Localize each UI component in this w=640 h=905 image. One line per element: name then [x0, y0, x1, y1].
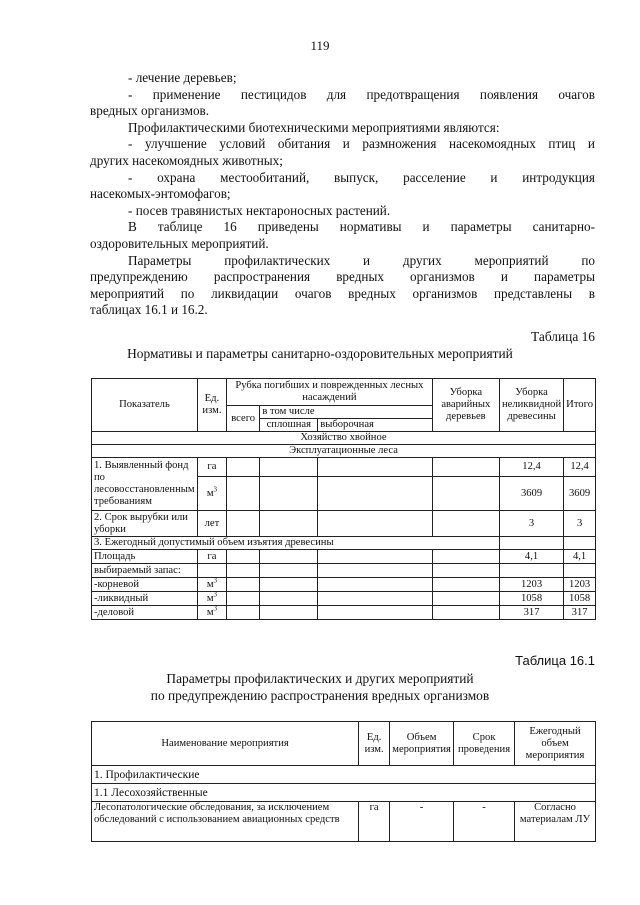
header-clear: сплошная [260, 419, 318, 432]
text-line: - посев травянистых нектароносных растений. [128, 202, 391, 218]
cell-unit: га [197, 550, 226, 564]
table161-label: Таблица 16.1 [515, 653, 595, 668]
section-row: Эксплуатационные леса [92, 445, 596, 458]
table-row [92, 511, 596, 537]
header-sum: Итого [564, 379, 596, 432]
cell-annual: Согласно материалам ЛУ [515, 802, 596, 842]
text-line: мероприятий по ликвидации очагов вредных организмов представлены в [90, 285, 595, 301]
header-unit: Ед. изм. [197, 379, 226, 432]
row-label: Площадь [92, 550, 198, 564]
text-line: - улучшение условий обитания и размножения насекомоядных птиц и [128, 136, 595, 152]
row-label: -деловой [92, 606, 198, 620]
cell-value: 3609 [499, 477, 563, 511]
cell-total: 317 [564, 606, 596, 620]
text-line: - охрана местообитаний, выпуск, расселение и интродукция [128, 169, 595, 185]
header-unmerchantable: Уборка неликвидной древесины [499, 379, 563, 432]
cell-total: 3 [564, 511, 596, 537]
text-line: оздоровительных мероприятий. [90, 235, 269, 251]
table16-label: Таблица 16 [531, 329, 595, 344]
row-label: выбираемый запас: [92, 564, 198, 578]
cell-volume: - [390, 802, 454, 842]
header-selective: выборочная [318, 419, 433, 432]
cell-unit: $м^3$ [197, 477, 226, 511]
row-label: 1. Выявленный фонд по лесовосстановленным требованиям [92, 458, 198, 511]
header-unit: Ед. изм. [359, 722, 390, 766]
body-text [90, 70, 595, 319]
header-term: Срок проведения [454, 722, 515, 766]
page-number: 119 [310, 38, 330, 53]
text-line: таблицах 16.1 и 16.2. [90, 302, 208, 318]
text-line: В таблице 16 приведены нормативы и параметры санитарно- [128, 219, 595, 235]
text-line: насекомых-энтомофагов; [90, 186, 231, 202]
table161-title-line2: по предупреждению распространения вредных организмов [150, 688, 490, 703]
header-total: всего [227, 406, 260, 432]
cell-total: 1203 [564, 578, 596, 592]
section-row: Хозяйство хвойное [92, 432, 596, 445]
cell-total: 12,4 [564, 458, 596, 477]
text-line: предупреждению распространения вредных организмов и параметры [90, 269, 595, 285]
header-name: Наименование мероприятия [92, 722, 359, 766]
table-row [92, 606, 596, 620]
row-label: 3. Ежегодный допустимый объем изъятия древесины [92, 537, 500, 550]
table161-title-line1: Параметры профилактических и других мероприятий [166, 671, 474, 686]
text-line: Профилактическими биотехническими мероприятиями являются: [128, 119, 500, 135]
text-line: - лечение деревьев; [128, 70, 237, 85]
cell-total: 4,1 [564, 550, 596, 564]
table-row [92, 578, 596, 592]
cell-unit: га [197, 458, 226, 477]
cell-value: 4,1 [499, 550, 563, 564]
cell-value: 1058 [499, 592, 563, 606]
section-row: 1. Профилактические [92, 766, 596, 784]
cell-unit: $м^3$ [197, 578, 226, 592]
cell-value: 317 [499, 606, 563, 620]
cell-unit: $м^3$ [197, 606, 226, 620]
table-row [92, 550, 596, 564]
cell-total: 1058 [564, 592, 596, 606]
text-line: других насекомоядных животных; [90, 152, 283, 168]
table-row [92, 592, 596, 606]
table16 [91, 378, 596, 620]
table-row [92, 802, 596, 842]
header-emergency: Уборка аварийных деревьев [432, 379, 499, 432]
text-line: Параметры профилактических и других мероприятий по [128, 252, 595, 268]
text-line: вредных организмов. [90, 103, 210, 119]
header-annual: Ежегодный объем мероприятия [515, 722, 596, 766]
cell-unit: $м^3$ [197, 592, 226, 606]
table16-title: Нормативы и параметры санитарно-оздоровительных мероприятий [127, 346, 513, 361]
row-label: -корневой [92, 578, 198, 592]
section-row: 1.1 Лесохозяйственные [92, 784, 596, 802]
table-row [92, 458, 596, 477]
cell-value: 12,4 [499, 458, 563, 477]
table161 [91, 721, 596, 842]
row-label: 2. Срок вырубки или уборки [92, 511, 198, 537]
cell-value: 1203 [499, 578, 563, 592]
row-label: -ликвидный [92, 592, 198, 606]
cell-value: 3 [499, 511, 563, 537]
cell-unit: га [359, 802, 390, 842]
header-including: в том числе [260, 406, 432, 419]
cell-name: Лесопатологические обследования, за исключением обследований с использованием авиационных средств [92, 802, 359, 842]
table-row [92, 537, 596, 550]
header-felling: Рубка погибших и поврежденных лесных насаждений [227, 379, 433, 406]
cell-unit: лет [197, 511, 226, 537]
table-row [92, 564, 596, 578]
header-indicator: Показатель [92, 379, 198, 432]
cell-term: - [454, 802, 515, 842]
text-line: - применение пестицидов для предотвращения появления очагов [128, 86, 595, 102]
cell-total: 3609 [564, 477, 596, 511]
header-volume: Объем мероприятия [390, 722, 454, 766]
